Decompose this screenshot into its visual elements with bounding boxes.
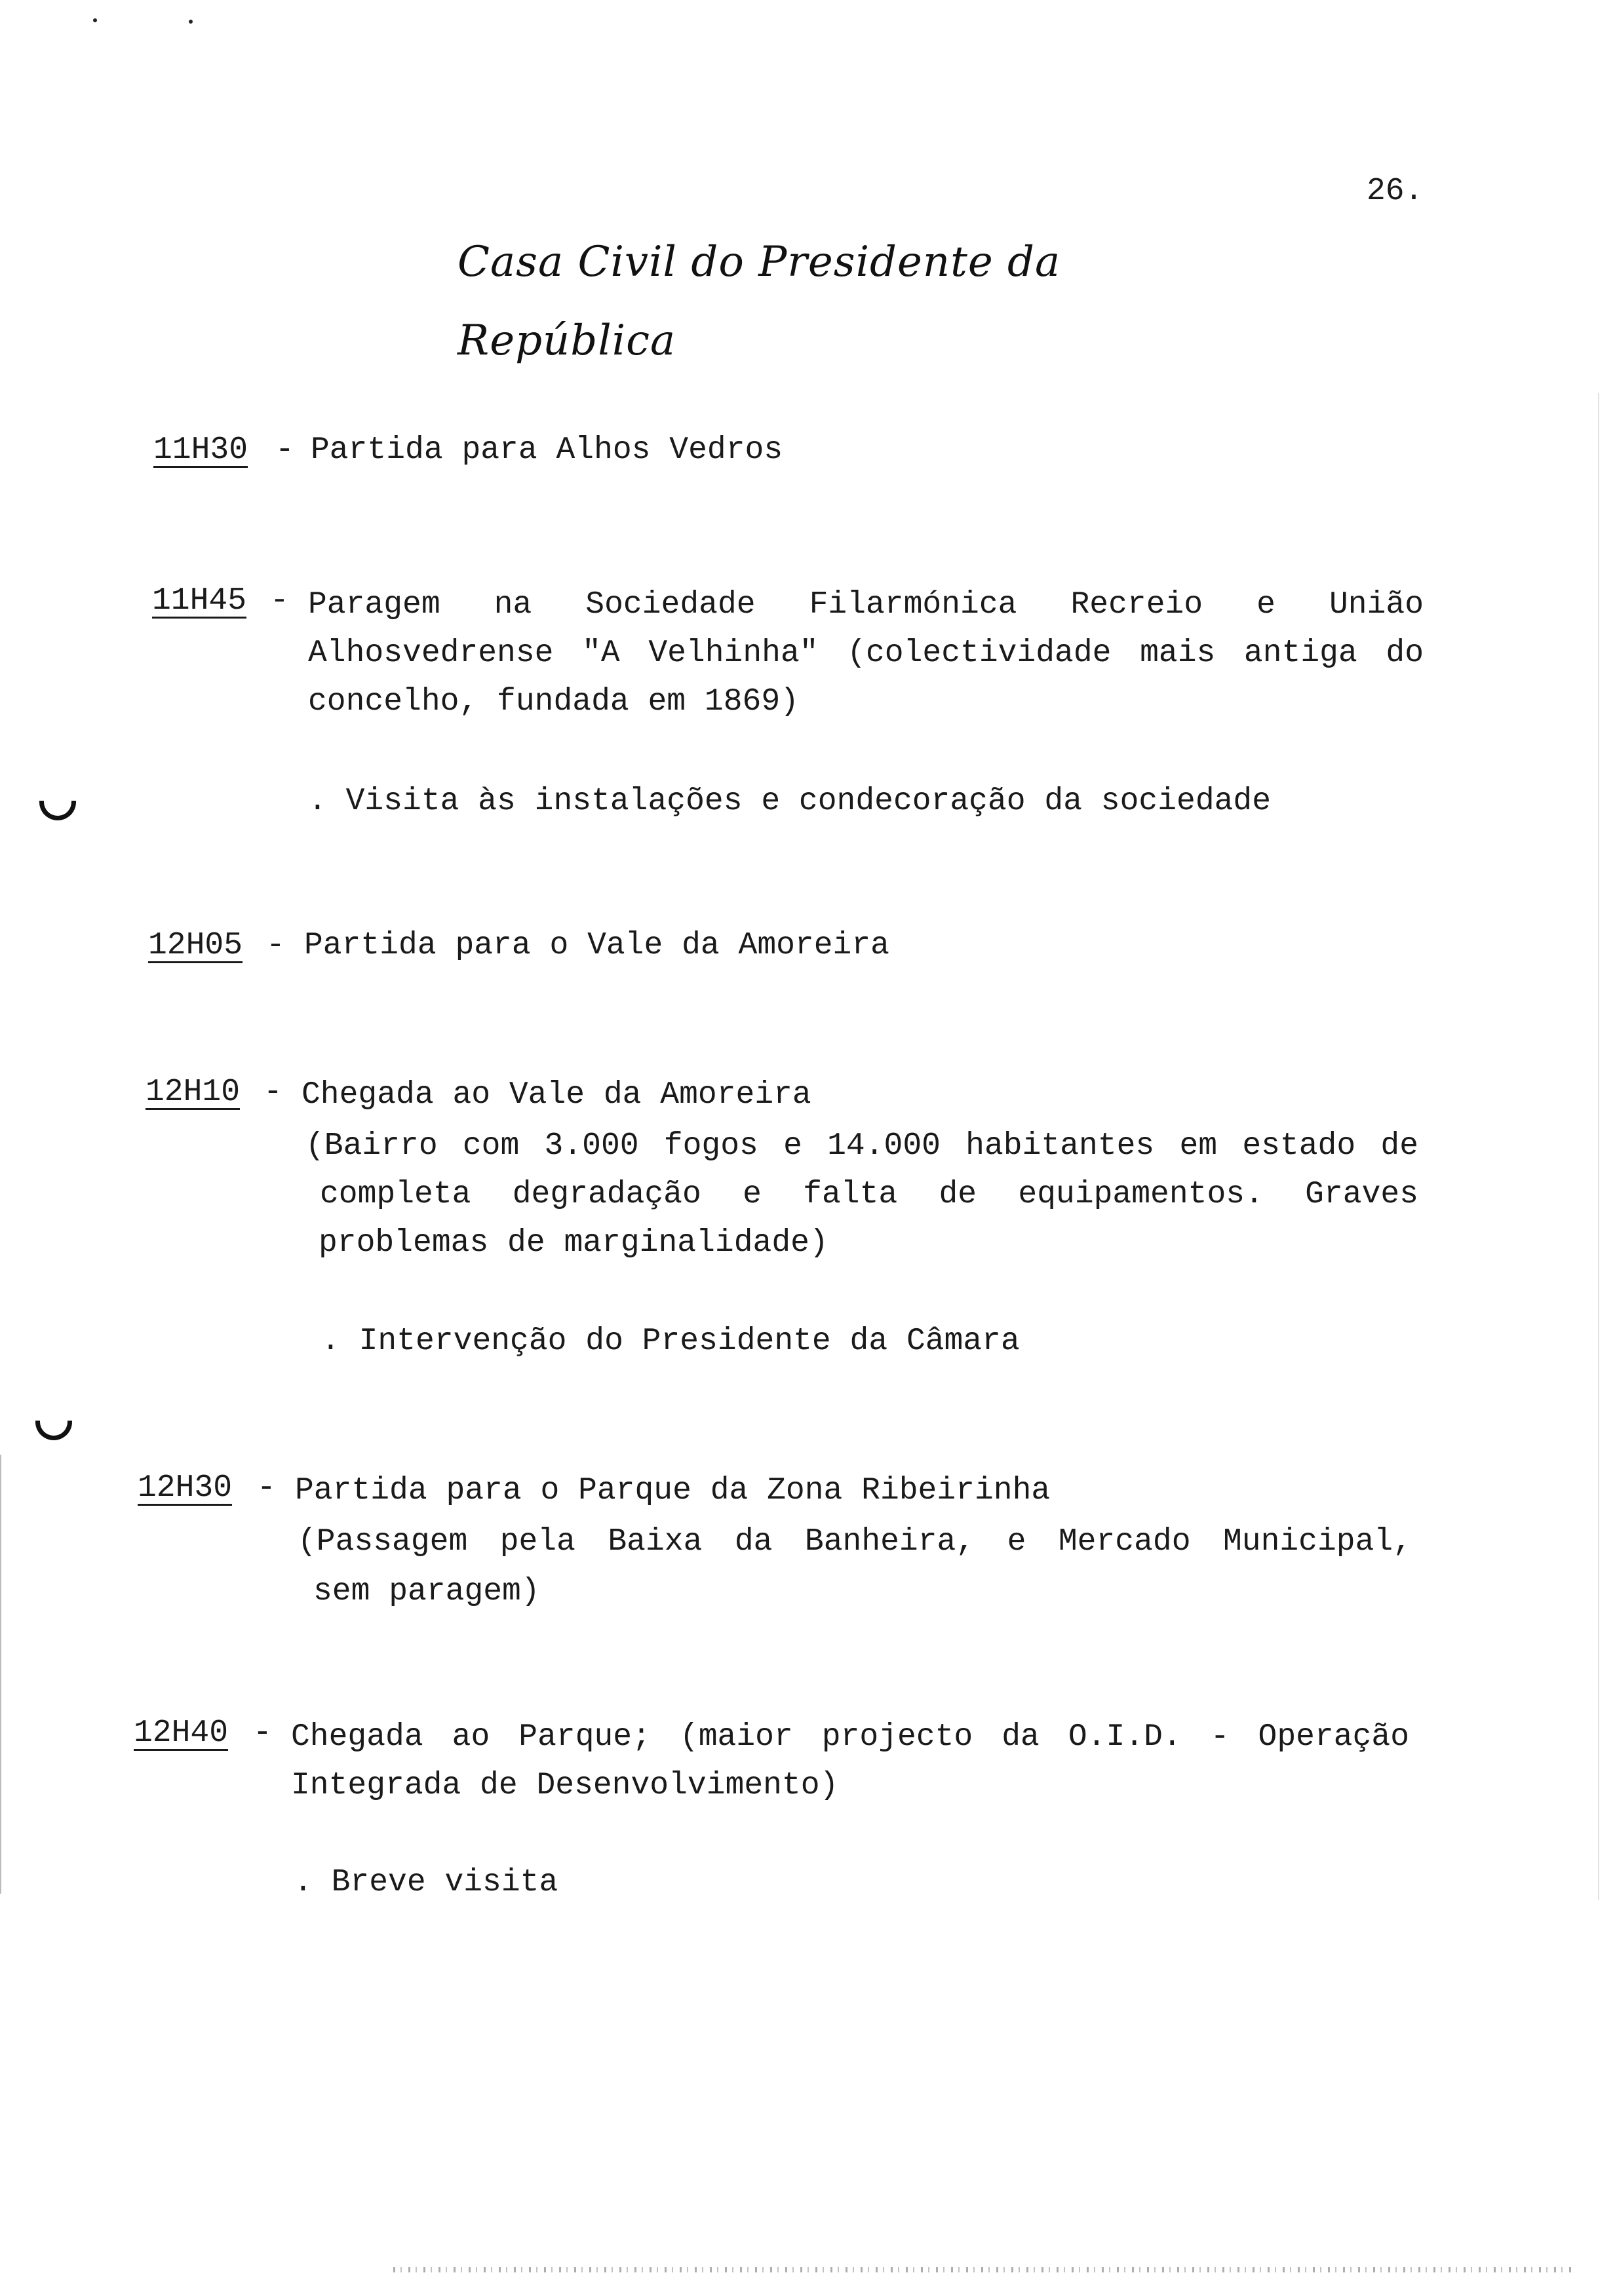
- entry-line: Chegada ao Parque; (maior projecto da O.I.D. - Operação: [291, 1719, 1409, 1755]
- time-separator: -: [275, 432, 294, 468]
- entry-line: Partida para o Parque da Zona Ribeirinha: [295, 1473, 1051, 1508]
- time-label: 12H40: [134, 1715, 229, 1751]
- entry-line: problemas de marginalidade): [319, 1225, 828, 1261]
- margin-check-mark-icon: [39, 801, 76, 820]
- entry-bullet: . Visita às instalações e condecoração da sociedade: [308, 784, 1272, 819]
- time-label: 11H30: [153, 432, 248, 468]
- letterhead-script: Casa Civil do Presidente da República: [457, 238, 1061, 365]
- entry-line: Integrada de Desenvolvimento): [291, 1768, 839, 1803]
- entry-line: (Passagem pela Baixa da Banheira, e Mercado Municipal,: [298, 1524, 1412, 1559]
- entry-line: Alhosvedrense "A Velhinha" (colectividade mais antiga do: [308, 636, 1424, 671]
- scan-speck: [93, 18, 97, 22]
- entry-bullet: . Breve visita: [294, 1865, 558, 1900]
- page-edge-line: [1598, 393, 1599, 1900]
- entry-line: Paragem na Sociedade Filarmónica Recreio e União: [308, 587, 1424, 622]
- entry-line: Partida para Alhos Vedros: [311, 432, 783, 468]
- entry-line: concelho, fundada em 1869): [308, 684, 799, 719]
- time-separator: -: [270, 583, 289, 619]
- entry-line: sem paragem): [313, 1574, 540, 1609]
- page-edge-line: [0, 1455, 1, 1894]
- time-separator: -: [253, 1715, 272, 1751]
- time-label: 12H05: [148, 928, 243, 963]
- scan-speck: [189, 20, 193, 24]
- entry-line: Chegada ao Vale da Amoreira: [302, 1077, 811, 1113]
- time-separator: -: [263, 1075, 282, 1110]
- time-separator: -: [266, 928, 285, 963]
- entry-bullet: . Intervenção do Presidente da Câmara: [321, 1324, 1020, 1359]
- time-label: 12H30: [138, 1470, 233, 1506]
- margin-check-mark-icon: [35, 1421, 72, 1440]
- page-number: 26.: [1367, 174, 1424, 209]
- scan-noise-strip: [393, 2267, 1573, 2272]
- entry-line: completa degradação e falta de equipamentos. Graves: [320, 1177, 1418, 1212]
- entry-line: (Bairro com 3.000 fogos e 14.000 habitantes em estado de: [305, 1128, 1418, 1164]
- time-label: 12H10: [146, 1075, 241, 1110]
- time-label: 11H45: [152, 583, 247, 619]
- time-separator: -: [257, 1470, 276, 1506]
- entry-line: Partida para o Vale da Amoreira: [304, 928, 889, 963]
